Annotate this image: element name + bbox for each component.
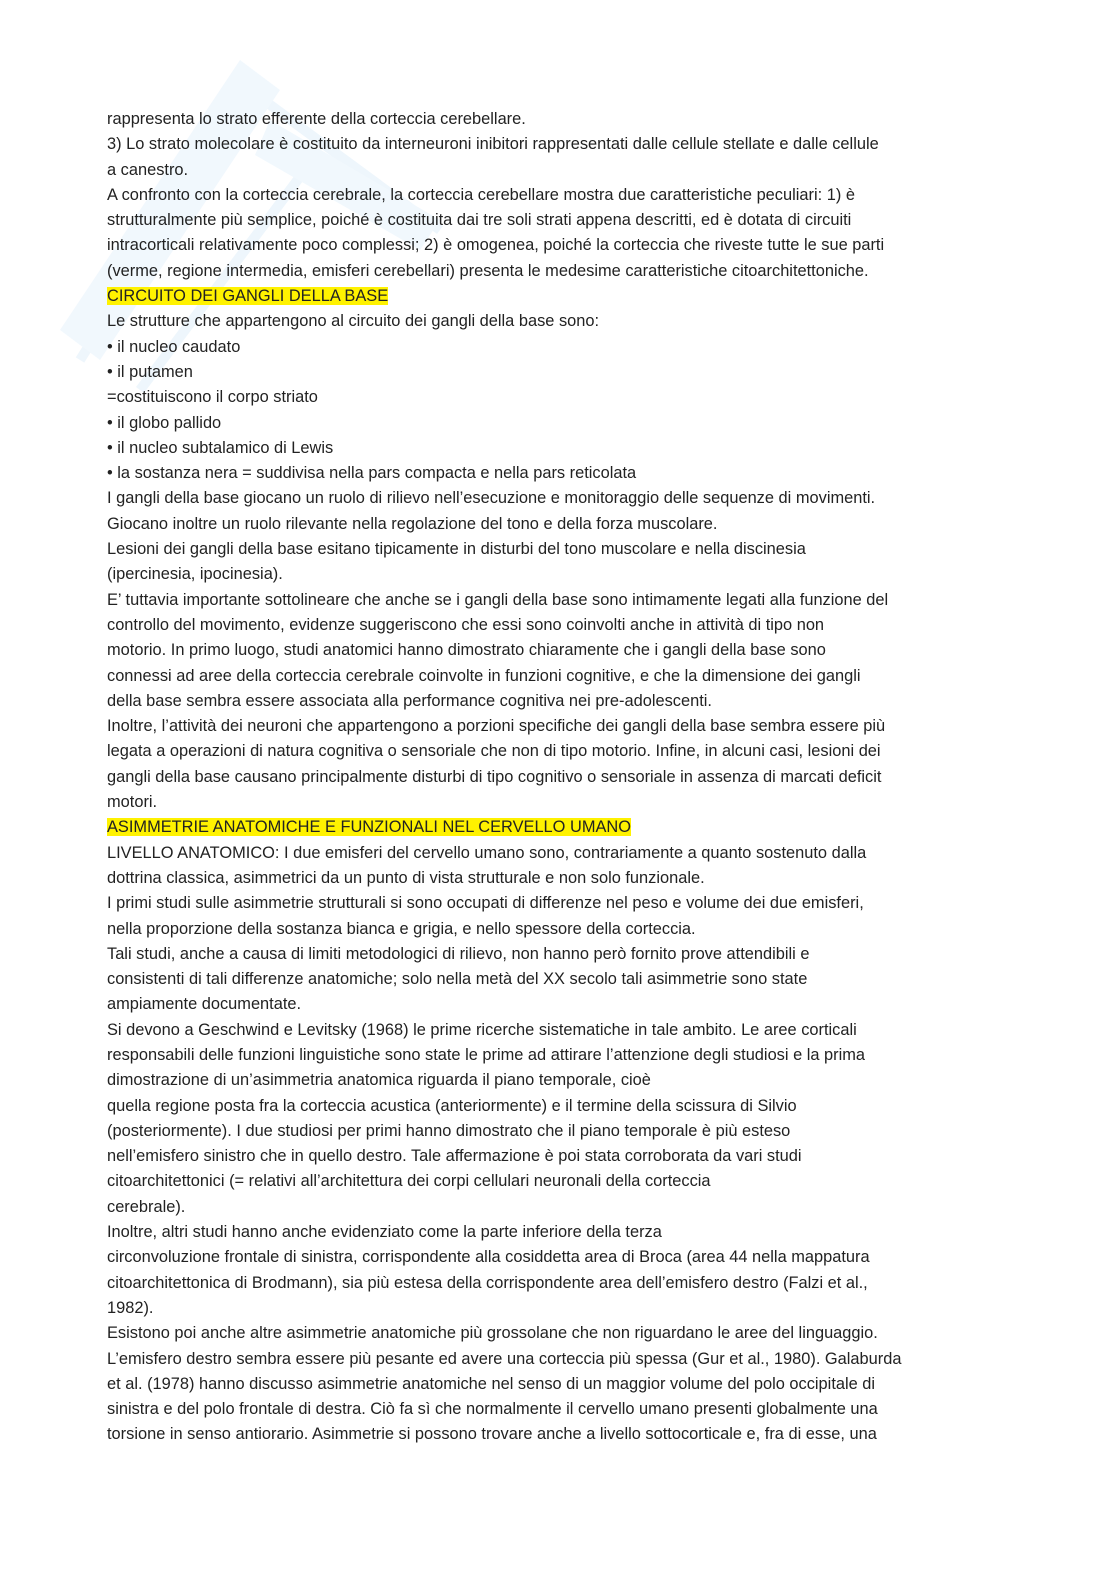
text-line: a canestro. [107,160,189,179]
document-body [107,107,1012,1448]
text-line: et al. (1978) hanno discusso asimmetrie anatomiche nel senso di un maggior volume del polo occipitale di [107,1374,876,1393]
text-line: consistenti di tali differenze anatomiche; solo nella metà del XX secolo tali asimmetrie sono state [107,970,808,989]
text-line: rappresenta lo strato efferente della corteccia cerebellare. [107,110,526,128]
text-line: intracorticali relativamente poco complessi; 2) è omogenea, poiché la corteccia che riveste tutte le sue parti [107,236,885,255]
text-line: motori. [107,793,158,812]
section-heading [107,284,1012,309]
text-line: circonvoluzione frontale di sinistra, corrispondente alla cosiddetta area di Broca (area 44 nella mappatura [107,1248,870,1267]
text-line: (verme, regione intermedia, emisferi cerebellari) presenta le medesime caratteristiche citoarchitettoniche. [107,261,869,280]
text-line: I primi studi sulle asimmetrie strutturali si sono occupati di differenze nel peso e volume dei due emisferi, [107,894,864,913]
text-line: Inoltre, l’attività dei neuroni che appartengono a porzioni specifiche dei gangli della base sembra essere più [107,717,886,736]
text-line: A confronto con la corteccia cerebrale, la corteccia cerebellare mostra due caratteristiche peculiari: 1) è [107,185,855,204]
text-line: • il nucleo subtalamico di Lewis [107,438,334,457]
text-line: della base sembra essere associata alla performance cognitiva nei pre-adolescenti. [107,691,712,710]
text-line: • il putamen [107,362,193,381]
text-line: E’ tuttavia importante sottolineare che anche se i gangli della base sono intimamente legati alla funzione del [107,590,889,609]
text-line: Esistono poi anche altre asimmetrie anatomiche più grossolane che non riguardano le aree del linguaggio. [107,1324,878,1343]
text-line: • il globo pallido [107,413,222,432]
section-heading-text: CIRCUITO DEI GANGLI DELLA BASE [107,287,389,306]
text-line: strutturalmente più semplice, poiché è costituita dai tre soli strati appena descritti, ed è dotata di circuiti [107,211,852,230]
text-line: L’emisfero destro sembra essere più pesante ed avere una corteccia più spessa (Gur et al., 1980). Galaburda [107,1349,902,1368]
text-line: dimostrazione di un’asimmetria anatomica riguarda il piano temporale, cioè [107,1071,651,1090]
text-line: torsione in senso antiorario. Asimmetrie si possono trovare anche a livello sottocorticale e, fra di esse, una [107,1425,877,1444]
text-line: • la sostanza nera = suddivisa nella pars compacta e nella pars reticolata [107,464,637,483]
text-line: citoarchitettonica di Brodmann), sia più estesa della corrispondente area dell’emisfero destro (Falzi et al., [107,1273,868,1292]
text-line: Giocano inoltre un ruolo rilevante nella regolazione del tono e della forza muscolare. [107,514,718,533]
text-line: legata a operazioni di natura cognitiva o sensoriale che non di tipo motorio. Infine, in alcuni casi, lesioni dei [107,742,881,761]
text-line: nell’emisfero sinistro che in quello destro. Tale affermazione è poi stata corroborata da vari studi [107,1147,802,1166]
text-line: • il nucleo caudato [107,337,241,356]
text-line: gangli della base causano principalmente disturbi di tipo cognitivo o sensoriale in assenza di marcati deficit [107,767,882,786]
text-line: (ipercinesia, ipocinesia). [107,565,283,584]
section-heading-text: ASIMMETRIE ANATOMICHE E FUNZIONALI NEL CERVELLO UMANO [107,818,631,837]
text-line: responsabili delle funzioni linguistiche sono state le prime ad attirare l’attenzione degli studiosi e la prima [107,1045,866,1064]
text-line: controllo del movimento, evidenze suggeriscono che essi sono coinvolti anche in attività di tipo non [107,615,825,634]
text-line: quella regione posta fra la corteccia acustica (anteriormente) e il termine della scissura di Silvio [107,1096,797,1115]
text-line: 3) Lo strato molecolare è costituito da interneuroni inibitori rappresentati dalle cellule stellate e dalle cellule [107,135,879,154]
text-line: Le strutture che appartengono al circuito dei gangli della base sono: [107,312,600,331]
text-line: cerebrale). [107,1197,186,1216]
text-line: Inoltre, altri studi hanno anche evidenziato come la parte inferiore della terza [107,1223,662,1242]
section-heading [107,815,1012,840]
text-line: motorio. In primo luogo, studi anatomici hanno dimostrato chiaramente che i gangli della base sono [107,641,826,660]
text-line: =costituiscono il corpo striato [107,388,318,407]
text-line: 1982). [107,1298,154,1317]
text-line: Si devono a Geschwind e Levitsky (1968) le prime ricerche sistematiche in tale ambito. Le aree corticali [107,1020,857,1039]
text-line: (posteriormente). I due studiosi per primi hanno dimostrato che il piano temporale è più esteso [107,1121,791,1140]
text-line: Lesioni dei gangli della base esitano tipicamente in disturbi del tono muscolare e nella discinesia [107,540,806,559]
text-line: sinistra e del polo frontale di destra. Ciò fa sì che normalmente il cervello umano presenti globalmente una [107,1400,878,1419]
text-line: Tali studi, anche a causa di limiti metodologici di rilievo, non hanno però fornito prove attendibili e [107,944,810,963]
text-line: connessi ad aree della corteccia cerebrale coinvolte in funzioni cognitive, e che la dimensione dei gangli [107,666,861,685]
text-line: LIVELLO ANATOMICO: I due emisferi del cervello umano sono, contrariamente a quanto sostenuto dalla [107,843,867,862]
text-line: nella proporzione della sostanza bianca e grigia, e nello spessore della corteccia. [107,919,696,938]
text-line: I gangli della base giocano un ruolo di rilievo nell’esecuzione e monitoraggio delle sequenze di movimenti. [107,489,876,508]
text-line: citoarchitettonici (= relativi all’architettura dei corpi cellulari neuronali della corteccia [107,1172,711,1191]
text-line: ampiamente documentate. [107,995,302,1014]
text-line: dottrina classica, asimmetrici da un punto di vista strutturale e non solo funzionale. [107,868,705,887]
